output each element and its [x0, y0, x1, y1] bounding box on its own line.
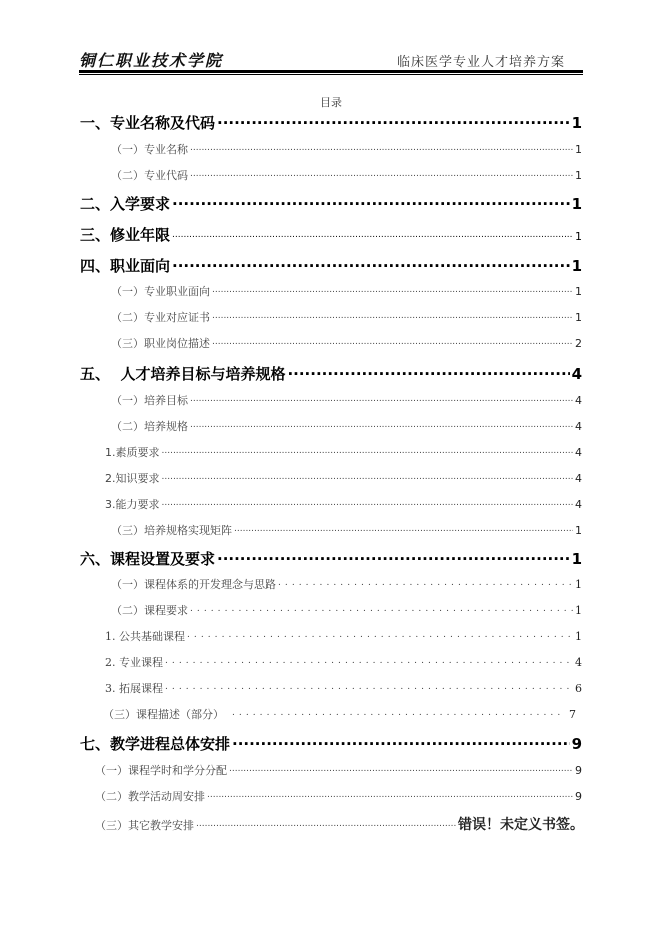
- toc-entry-page: 1: [575, 311, 582, 324]
- dot-leader: [217, 113, 570, 128]
- toc-entry[interactable]: [111, 392, 582, 408]
- dot-leader: [162, 473, 574, 482]
- dot-leader: [217, 549, 570, 564]
- toc-entry-page: 4: [575, 446, 582, 459]
- toc-title: 目录: [320, 96, 342, 109]
- toc-entry-label: （三）职业岗位描述: [111, 337, 210, 350]
- toc-entry[interactable]: [95, 814, 584, 834]
- toc-entry-page: 4: [571, 365, 582, 383]
- toc-entry-page: 1: [571, 550, 582, 568]
- toc-entry-page: 9: [575, 764, 582, 777]
- toc-entry-page: 1: [575, 285, 582, 298]
- toc-entry-label: （二）专业对应证书: [111, 311, 210, 324]
- toc-entry-label: 一、专业名称及代码: [80, 114, 216, 132]
- dot-leader: [207, 791, 573, 800]
- dot-leader: [190, 395, 573, 404]
- dot-leader: [172, 231, 573, 240]
- toc-entry[interactable]: [80, 112, 582, 133]
- toc-entry-label: 六、课程设置及要求: [80, 550, 216, 568]
- dot-leader: [190, 605, 573, 614]
- dot-leader: [287, 364, 569, 379]
- header-rule-thick: [79, 70, 583, 73]
- dot-leader: [212, 286, 573, 295]
- document-title: 临床医学专业人才培养方案: [396, 55, 565, 70]
- toc-entry-label: 3.能力要求: [105, 498, 160, 511]
- toc-entry[interactable]: [111, 309, 582, 325]
- toc-entry[interactable]: [95, 788, 582, 804]
- toc-entry[interactable]: [111, 335, 582, 351]
- toc-entry-label: （三）其它教学安排: [95, 819, 194, 832]
- dot-leader: [187, 631, 573, 640]
- toc-entry-page: 9: [571, 735, 582, 753]
- toc-entry-label: （一）专业名称: [111, 143, 188, 156]
- toc-entry[interactable]: [105, 444, 582, 460]
- dot-leader: [172, 256, 570, 271]
- toc-entry[interactable]: [111, 283, 582, 299]
- toc-entry-page: 2: [575, 337, 582, 350]
- toc-entry-label: 七、教学进程总体安排: [80, 735, 231, 753]
- toc-entry[interactable]: [80, 224, 582, 245]
- page-header: [79, 46, 583, 72]
- toc-entry-page: 4: [575, 420, 582, 433]
- toc-entry[interactable]: [111, 141, 582, 157]
- dot-leader: [196, 820, 456, 829]
- toc-entry[interactable]: [80, 548, 582, 569]
- toc-entry-page: 6: [575, 682, 582, 695]
- toc-entry[interactable]: [95, 762, 582, 778]
- dot-leader: [190, 421, 573, 430]
- toc-entry-page: 1: [575, 169, 582, 182]
- toc-entry-label: （一）培养目标: [111, 394, 188, 407]
- toc-entry-label: 1. 公共基础课程: [105, 630, 185, 643]
- toc-entry[interactable]: [111, 602, 582, 618]
- toc-entry-label: （二）专业代码: [111, 169, 188, 182]
- dot-leader: [172, 194, 570, 209]
- toc-entry-label: 五、 人才培养目标与培养规格: [80, 365, 286, 383]
- toc-entry[interactable]: [111, 418, 582, 434]
- toc-entry[interactable]: [80, 193, 582, 214]
- toc-entry-label: 2.知识要求: [105, 472, 160, 485]
- header-rule-thin: [79, 74, 583, 75]
- toc-entry[interactable]: [111, 576, 582, 592]
- toc-entry-page: 4: [575, 394, 582, 407]
- dot-leader: [278, 579, 573, 588]
- institution-name: 铜仁职业技术学院: [79, 51, 224, 70]
- toc-entry-page: 1: [575, 604, 582, 617]
- toc-entry-label: 三、修业年限: [80, 226, 171, 244]
- toc-entry[interactable]: [111, 167, 582, 183]
- toc-entry-label: （二）教学活动周安排: [95, 790, 205, 803]
- dot-leader: [232, 734, 570, 749]
- dot-leader: [165, 657, 573, 666]
- toc-entry-page: 9: [575, 790, 582, 803]
- dot-leader: [212, 312, 573, 321]
- toc-entry-page: 1: [571, 114, 582, 132]
- toc-entry-page: 4: [575, 472, 582, 485]
- toc-entry[interactable]: [80, 255, 582, 276]
- toc-entry-label: （二）课程要求: [111, 604, 188, 617]
- toc-entry-page: 4: [575, 498, 582, 511]
- dot-leader: [232, 709, 561, 718]
- dot-leader: [190, 170, 573, 179]
- toc-entry-label: （二）培养规格: [111, 420, 188, 433]
- toc-entry-label: 四、职业面向: [80, 257, 171, 275]
- toc-entry[interactable]: [80, 363, 582, 384]
- dot-leader: [190, 144, 573, 153]
- toc-entry[interactable]: [111, 522, 582, 538]
- dot-leader: [212, 338, 573, 347]
- dot-leader: [162, 447, 574, 456]
- toc-entry-label: 1.素质要求: [105, 446, 160, 459]
- toc-entry-label: （一）课程体系的开发理念与思路: [111, 578, 276, 591]
- toc-entry-page: 1: [571, 195, 582, 213]
- toc-entry[interactable]: [105, 496, 582, 512]
- dot-leader: [234, 525, 573, 534]
- bookmark-error-text: 错误！未定义书签。: [458, 817, 584, 833]
- toc-entry-page: 1: [575, 578, 582, 591]
- toc-entry-page: 1: [575, 630, 582, 643]
- toc-entry-page: 4: [575, 656, 582, 669]
- toc-entry-label: 3. 拓展课程: [105, 682, 163, 695]
- toc-entry-label: （三）培养规格实现矩阵: [111, 524, 232, 537]
- toc-entry[interactable]: [80, 733, 582, 754]
- toc-entry-page: 1: [571, 257, 582, 275]
- dot-leader: [165, 683, 573, 692]
- toc-entry[interactable]: [103, 706, 576, 722]
- toc-entry-label: （一）课程学时和学分分配: [95, 764, 227, 777]
- toc-entry-page: 7: [569, 708, 576, 721]
- toc-entry[interactable]: [105, 654, 582, 670]
- toc-entry[interactable]: [105, 470, 582, 486]
- toc-entry-page: 1: [575, 143, 582, 156]
- toc-entry-label: （三）课程描述（部分）: [103, 708, 224, 721]
- dot-leader: [229, 765, 573, 774]
- toc-entry-label: 二、入学要求: [80, 195, 171, 213]
- toc-entry-label: 2. 专业课程: [105, 656, 163, 669]
- toc-entry-label: （一）专业职业面向: [111, 285, 210, 298]
- toc-entry[interactable]: [105, 680, 582, 696]
- toc-entry-page: 1: [575, 524, 582, 537]
- toc-entry-page: 1: [575, 230, 582, 243]
- dot-leader: [162, 499, 574, 508]
- toc-entry[interactable]: [105, 628, 582, 644]
